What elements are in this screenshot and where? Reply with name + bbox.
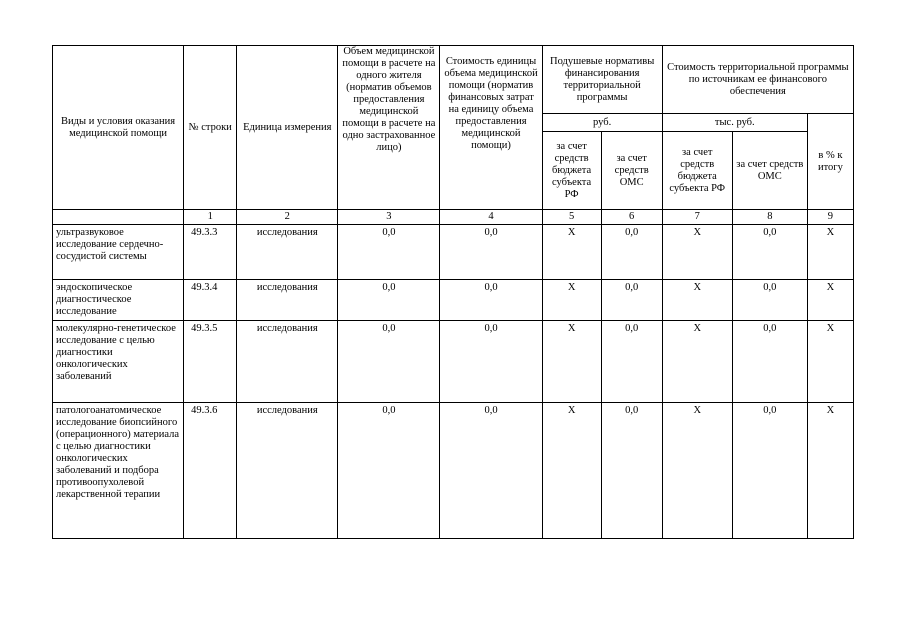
column-number-blank [53, 210, 184, 225]
row-thousand-rub-oms: 0,0 [732, 280, 807, 321]
row-thousand-rub-oms: 0,0 [732, 225, 807, 280]
row-volume: 0,0 [338, 403, 440, 539]
header-unit: Единица измерения [237, 46, 338, 210]
header-program-cost-group: Стоимость территориальной программы по источникам ее финансового обеспечения [662, 46, 853, 114]
row-thousand-rub-budget: X [662, 280, 732, 321]
row-rub-budget: X [542, 280, 601, 321]
row-percent: X [807, 280, 853, 321]
header-type-of-care: Виды и условия оказания медицинской помощи [53, 46, 184, 210]
row-unit: исследования [237, 225, 338, 280]
column-number: 8 [732, 210, 807, 225]
row-code: 49.3.3 [184, 225, 237, 280]
row-code: 49.3.6 [184, 403, 237, 539]
column-number: 2 [237, 210, 338, 225]
table-row [53, 321, 854, 403]
table-row [53, 280, 854, 321]
header-percent-of-total: в % к итогу [807, 114, 853, 210]
financing-table [52, 45, 854, 539]
row-rub-oms: 0,0 [601, 280, 662, 321]
column-number: 9 [807, 210, 853, 225]
row-rub-oms: 0,0 [601, 321, 662, 403]
row-thousand-rub-budget: X [662, 225, 732, 280]
row-code: 49.3.4 [184, 280, 237, 321]
row-volume: 0,0 [338, 280, 440, 321]
row-rub-budget: X [542, 403, 601, 539]
header-unit-cost: Стоимость единицы объема медицинской помощи (норматив финансовых затрат на единицу объема предоставления медицинской помощи) [440, 46, 542, 210]
row-percent: X [807, 403, 853, 539]
column-number: 1 [184, 210, 237, 225]
row-volume: 0,0 [338, 321, 440, 403]
row-name: ультразвуковое исследование сердечно-сосудистой системы [53, 225, 184, 280]
row-cost: 0,0 [440, 321, 542, 403]
row-unit: исследования [237, 321, 338, 403]
row-cost: 0,0 [440, 403, 542, 539]
table-row [53, 225, 854, 280]
row-code: 49.3.5 [184, 321, 237, 403]
row-volume: 0,0 [338, 225, 440, 280]
column-number: 4 [440, 210, 542, 225]
header-unit-rub: руб. [542, 114, 662, 132]
column-number-row [53, 210, 854, 225]
header-row-number: № строки [184, 46, 237, 210]
header-rub-oms: за счет средств ОМС [601, 132, 662, 210]
row-thousand-rub-oms: 0,0 [732, 321, 807, 403]
row-cost: 0,0 [440, 280, 542, 321]
row-unit: исследования [237, 280, 338, 321]
column-number: 3 [338, 210, 440, 225]
row-name: эндоскопическое диагностическое исследование [53, 280, 184, 321]
header-thousand-rub-budget: за счет средств бюджета субъекта РФ [662, 132, 732, 210]
row-rub-oms: 0,0 [601, 225, 662, 280]
row-rub-budget: X [542, 321, 601, 403]
row-thousand-rub-budget: X [662, 403, 732, 539]
column-number: 5 [542, 210, 601, 225]
row-unit: исследования [237, 403, 338, 539]
table-row [53, 403, 854, 539]
row-rub-budget: X [542, 225, 601, 280]
header-rub-budget: за счет средств бюджета субъекта РФ [542, 132, 601, 210]
column-number: 7 [662, 210, 732, 225]
row-percent: X [807, 321, 853, 403]
header-per-capita-group: Подушевые нормативы финансирования территориальной программы [542, 46, 662, 114]
header-thousand-rub-oms: за счет средств ОМС [732, 132, 807, 210]
row-cost: 0,0 [440, 225, 542, 280]
header-unit-thousand-rub: тыс. руб. [662, 114, 807, 132]
row-thousand-rub-oms: 0,0 [732, 403, 807, 539]
row-name: патологоанатомическое исследование биопсийного (операционного) материала с целью диагностики онкологических заболеваний и подбора противоопухолевой лекарственной терапии [53, 403, 184, 539]
header-volume: Объем медицинской помощи в расчете на одного жителя (норматив объемов предоставления медицинской помощи в расчете на одно застрахованное лицо) [338, 46, 440, 210]
row-thousand-rub-budget: X [662, 321, 732, 403]
row-name: молекулярно-генетическое исследование с целью диагностики онкологических заболеваний [53, 321, 184, 403]
column-number: 6 [601, 210, 662, 225]
row-percent: X [807, 225, 853, 280]
row-rub-oms: 0,0 [601, 403, 662, 539]
